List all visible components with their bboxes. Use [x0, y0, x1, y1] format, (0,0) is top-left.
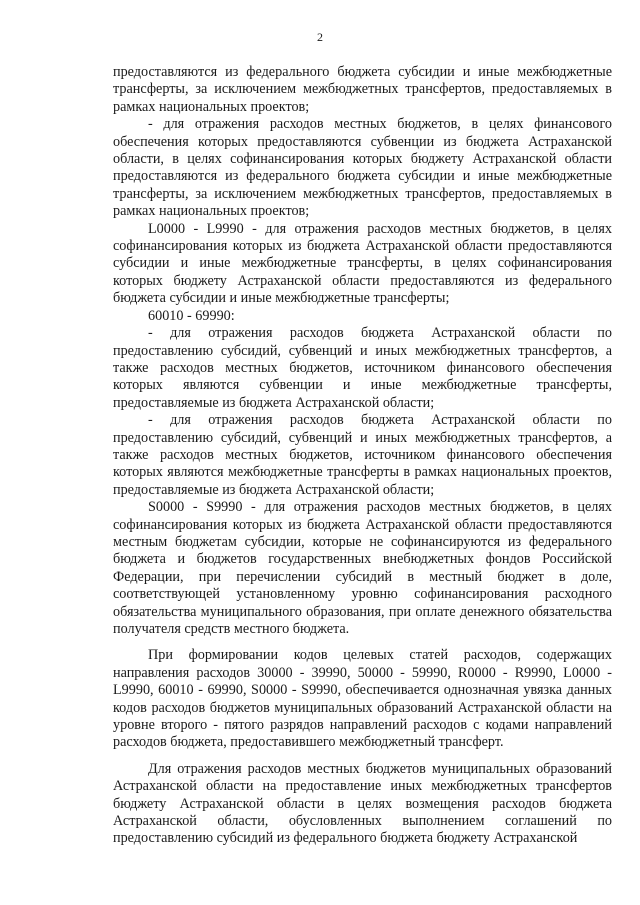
page-number: 2: [317, 30, 323, 44]
paragraph-s-codes: S0000 - S9990 - для отражения расходов местных бюджетов, в целях софинансирования которых из бюджета Астраханской области предоставляются местным бюджетам субсидии, которые не софинансируются из федерального бюджета и бюджетов государственных внебюджетных фондов Российской Федерации, при перечислении субсидий в местный бюджет в доле, соответствующей установленному уровню софинансирования расходного обязательства муниципального образования, при оплате денежного обязательства получателя средств местного бюджета.: [113, 499, 612, 637]
paragraph-subsidy-subventions: - для отражения расходов местных бюджетов, в целях финансового обеспечения которых предоставляются субвенции из бюджета Астраханской области, в целях софинансирования которых бюджету Астраханской области предоставляются из федерального бюджета субсидии и иные межбюджетные трансферты, за исключением межбюджетных трансфертов, предоставляемых в рамках национальных проектов;: [113, 116, 612, 220]
paragraph-local-budgets: Для отражения расходов местных бюджетов муниципальных образований Астраханской области на предоставление иных межбюджетных трансфертов бюджету Астраханской области в целях возмещения расходов бюджета Астраханской области, обусловленных выполнением соглашений по предоставлению субсидий из федерального бюджета бюджету Астраханской: [113, 760, 612, 847]
paragraph-code-formation: При формировании кодов целевых статей расходов, содержащих направления расходов 30000 - 39990, 50000 - 59990, R0000 - R9990, L0000 - L9990, 60010 - 69990, S0000 - S9990, обеспечивается однозначная увязка данных кодов расходов бюджетов муниципальных образований Астраханской области на уровне второго - пятого разрядов направлений расходов с кодами направлений расходов бюджета, предоставившего межбюджетный трансферт.: [113, 647, 612, 751]
paragraph-60010-heading: 60010 - 69990:: [148, 307, 235, 324]
document-body: [113, 64, 612, 848]
paragraph-60010-item-2: - для отражения расходов бюджета Астраханской области по предоставлению субсидий, субвенций и иных межбюджетных трансфертов, а также расходов местных бюджетов, источником финансового обеспечения которых являются межбюджетные трансферты в рамках национальных проектов, предоставляемые из бюджета Астраханской области;: [113, 412, 612, 498]
paragraph-60010-item-1: - для отражения расходов бюджета Астраханской области по предоставлению субсидий, субвенций и иных межбюджетных трансфертов, а также расходов местных бюджетов, источником финансового обеспечения которых являются субвенции и иные межбюджетные трансферты, предоставляемые из бюджета Астраханской области;: [113, 325, 612, 411]
paragraph-l-codes: L0000 - L9990 - для отражения расходов местных бюджетов, в целях софинансирования которых из бюджета Астраханской области предоставляются субсидии и иные межбюджетные трансферты, в целях софинансирования которых бюджету Астраханской области предоставляются из федерального бюджета субсидии и иные межбюджетные трансферты;: [113, 220, 612, 307]
paragraph-continuation: предоставляются из федерального бюджета субсидии и иные межбюджетные трансферты, за исключением межбюджетных трансфертов, предоставляемых в рамках национальных проектов;: [113, 64, 612, 115]
